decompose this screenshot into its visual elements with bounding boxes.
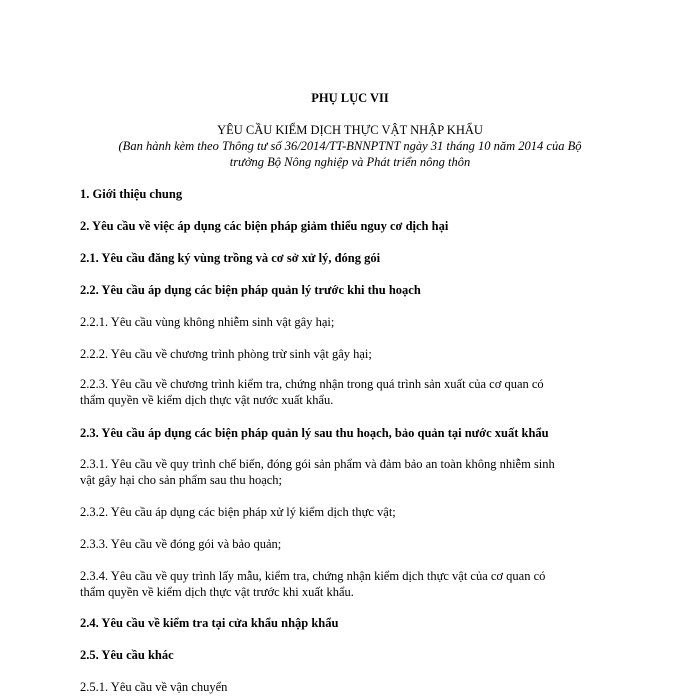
- section-2-5-heading: 2.5. Yêu cầu khác: [80, 648, 174, 662]
- main-title: YÊU CẦU KIỂM DỊCH THỰC VẬT NHẬP KHẨU: [217, 123, 483, 137]
- item-2-5-1: 2.5.1. Yêu cầu về vận chuyển: [80, 680, 228, 694]
- section-2-4-heading: 2.4. Yêu cầu về kiểm tra tại cửa khẩu nhập khẩu: [80, 616, 339, 630]
- appendix-title: PHỤ LỤC VII: [311, 91, 389, 105]
- item-2-3-3: 2.3.3. Yêu cầu về đóng gói và bảo quản;: [80, 537, 282, 551]
- section-2-3-heading: 2.3. Yêu cầu áp dụng các biện pháp quản lý sau thu hoạch, bảo quản tại nước xuất khẩu: [80, 426, 549, 440]
- section-2-2-heading: 2.2. Yêu cầu áp dụng các biện pháp quản lý trước khi thu hoạch: [80, 283, 421, 297]
- item-2-3-2: 2.3.2. Yêu cầu áp dụng các biện pháp xử lý kiểm dịch thực vật;: [80, 505, 396, 519]
- section-1-heading: 1. Giới thiệu chung: [80, 187, 183, 201]
- item-2-3-4-line-1: 2.3.4. Yêu cầu về quy trình lấy mẫu, kiểm tra, chứng nhận kiểm dịch thực vật của cơ quan có: [80, 569, 546, 583]
- item-2-2-3-line-1: 2.2.3. Yêu cầu về chương trình kiểm tra, chứng nhận trong quá trình sản xuất của cơ quan có: [80, 377, 544, 391]
- item-2-2-1: 2.2.1. Yêu cầu vùng không nhiễm sinh vật gây hại;: [80, 315, 335, 329]
- subtitle-line-1: (Ban hành kèm theo Thông tư số 36/2014/TT-BNNPTNT ngày 31 tháng 10 năm 2014 của Bộ: [118, 139, 582, 153]
- item-2-2-3-line-2: thẩm quyền về kiểm dịch thực vật nước xuất khẩu.: [80, 393, 334, 407]
- item-2-3-1-line-1: 2.3.1. Yêu cầu về quy trình chế biến, đóng gói sản phẩm và đảm bảo an toàn không nhiễm sinh: [80, 457, 555, 471]
- subtitle-line-2: trưởng Bộ Nông nghiệp và Phát triển nông thôn: [229, 155, 471, 169]
- item-2-2-2: 2.2.2. Yêu cầu về chương trình phòng trừ sinh vật gây hại;: [80, 347, 372, 361]
- section-2-heading: 2. Yêu cầu về việc áp dụng các biện pháp giảm thiểu nguy cơ dịch hại: [80, 219, 449, 233]
- item-2-3-1-line-2: vật gây hại cho sản phẩm sau thu hoạch;: [80, 473, 283, 487]
- item-2-3-4-line-2: thẩm quyền về kiểm dịch thực vật trước khi xuất khẩu.: [80, 585, 354, 599]
- section-2-1-heading: 2.1. Yêu cầu đăng ký vùng trồng và cơ sở xử lý, đóng gói: [80, 251, 381, 265]
